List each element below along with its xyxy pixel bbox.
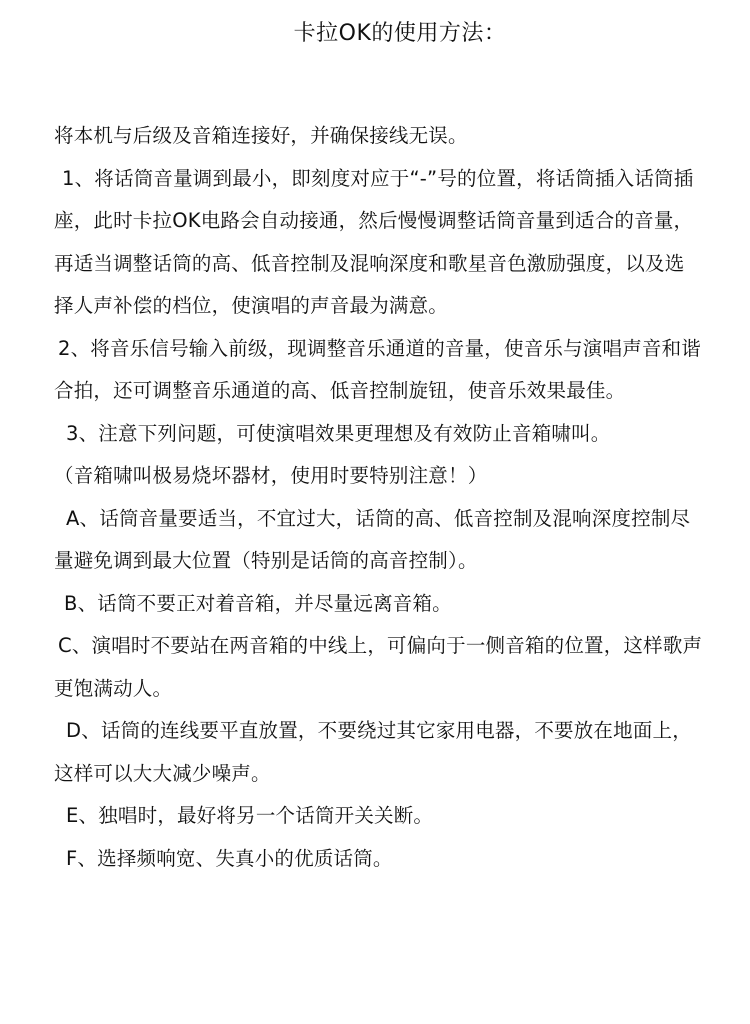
- paragraph-item-a: A、话筒音量要适当，不宜过大，话筒的高、低音控制及混响深度控制尽量避免调到最大位置（特别是话筒的高音控制）。: [54, 506, 691, 572]
- paragraph-intro: 将本机与后级及音箱连接好，并确保接线无误。: [54, 124, 468, 147]
- page-title: 卡拉OK的使用方法：: [293, 21, 507, 46]
- paragraph-step-1: 1、将话筒音量调到最小，即刻度对应于“-”号的位置，将话筒插入话筒插座，此时卡拉OK电路会自动接通，然后慢慢调整话筒音量到适合的音量，再适当调整话筒的高、低音控制及混响深度和歌星音色激励强度，以及选择人声补偿的档位，使演唱的声音最为满意。: [54, 166, 694, 317]
- paragraph-item-c: C、演唱时不要站在两音箱的中线上，可偏向于一侧音箱的位置，这样歌声更饱满动人。: [54, 634, 703, 700]
- paragraph-step-2: 2、将音乐信号输入前级，现调整音乐通道的音量，使音乐与演唱声音和谐合拍，还可调整音乐通道的高、低音控制旋钮，使音乐效果最佳。: [54, 336, 702, 402]
- paragraph-item-e: E、独唱时，最好将另一个话筒开关关断。: [66, 804, 434, 827]
- document-body: [54, 115, 704, 880]
- paragraph-item-d: D、话筒的连线要平直放置，不要绕过其它家用电器，不要放在地面上，这样可以大大减少噪声。: [54, 719, 692, 785]
- paragraph-item-f: F、选择频响宽、失真小的优质话筒。: [66, 846, 393, 870]
- paragraph-step-3: 3、注意下列问题，可使演唱效果更理想及有效防止音箱啸叫。: [66, 421, 611, 445]
- paragraph-item-b: B、话筒不要正对着音箱，并尽量远离音箱。: [64, 591, 452, 615]
- paragraph-warning-note: （音箱啸叫极易烧坏器材，使用时要特别注意！）: [54, 464, 488, 487]
